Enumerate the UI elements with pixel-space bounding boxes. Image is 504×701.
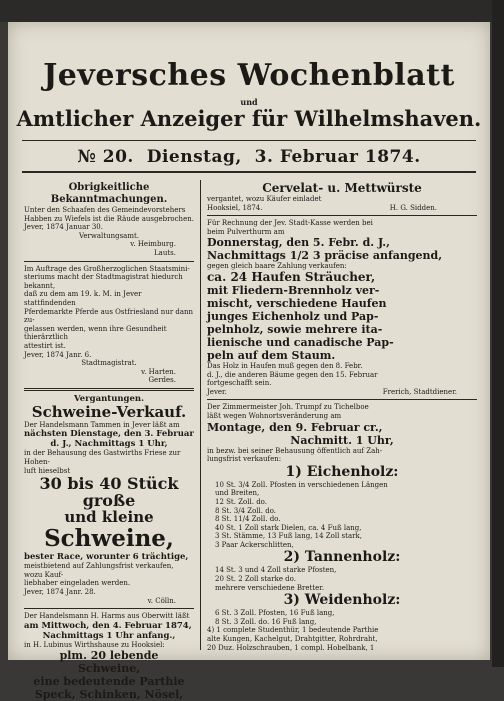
scan-border-top <box>0 0 504 22</box>
pig-sale-signature: v. Cölln. <box>147 596 176 605</box>
wood-sale-note: Das Holz in Haufen muß gegen den 8. Febr. <box>207 361 363 370</box>
issue-date: 3. Februar 1874. <box>254 147 421 167</box>
auctions-title: Vergantungen. <box>73 393 145 404</box>
notice-1-tag: Lauts. <box>154 248 176 257</box>
wood-sale-time: Nachmittags 1/2 3 präcise anfangend, <box>207 249 443 263</box>
pig-sale-text <box>24 421 194 475</box>
willow-item: 6 St. 3 Zoll. Pfosten, 16 Fuß lang, <box>215 609 335 618</box>
wood-sale-line: gegen gleich baare Zahlung verkaufen: <box>207 262 347 271</box>
notice-2-line: Im Auftrage des Großherzoglichen Staatsmini- <box>24 264 190 273</box>
wood-sale-place <box>207 388 477 397</box>
wood-sale-item: mischt, verschiedene Haufen <box>207 296 387 310</box>
fir-wood-heading: 2) Tannenholz: <box>283 549 401 566</box>
pig-sale-line: Der Handelsmann Tammen in Jever läßt am <box>24 420 180 429</box>
pig-sale-line: luft hieselbst <box>24 466 71 475</box>
pig-sale-tail-line: bester Race, worunter 6 trächtige, <box>24 552 189 563</box>
pig-sale-2-big: Schweine, <box>77 662 141 676</box>
wood-sale-item: junges Eichenholz und Pap- <box>207 309 379 323</box>
separator <box>207 215 477 216</box>
misc-item: 20 Duz. Holzschrauben, 1 compl. Hobelbank, 1 <box>207 643 375 652</box>
column-divider <box>200 180 201 650</box>
right-column <box>207 182 477 652</box>
notice-2-office: Stadtmagistrat. <box>81 359 137 368</box>
fir-item: mehrere verschiedene Bretter. <box>215 583 325 592</box>
official-notices-title: Obrigkeitliche Bekanntmachungen. <box>50 182 168 205</box>
oak-wood-heading: 1) Eichenholz: <box>285 463 399 480</box>
separator <box>24 388 194 391</box>
issue-number: № 20. <box>77 147 134 167</box>
sausage-sub: vergantet, wozu Käufer einladet <box>207 195 322 203</box>
wood-sale-item: mit Fliedern-Brennholz ver- <box>207 283 380 297</box>
separator <box>24 261 194 262</box>
carpenter-line: lungsfrist verkaufen: <box>207 455 282 464</box>
notice-1-line: Habben zu Wiefels ist die Räude ausgebrochen. <box>24 214 194 223</box>
carpenter-time: Nachmitt. 1 Uhr, <box>290 433 394 447</box>
pig-sale-line: d. J., Nachmittags 1 Uhr, <box>50 439 168 450</box>
notice-2 <box>24 265 194 385</box>
pig-sale-2-line: in H. Lubinus Wirthshause zu Hooksiel: <box>24 640 165 649</box>
wood-sale-item: pelnholz, sowie mehrere ita- <box>207 322 383 336</box>
misc-item: alte Kungen, Kachelgut, Drahtgitter, Rohrdraht, <box>207 635 378 644</box>
pig-sale-2-big: plm. 20 lebende <box>59 649 159 663</box>
notice-2-signature: v. Harten. <box>141 367 176 376</box>
carpenter-line: in bezw. bei seiner Behausung öffentlich auf Zah- <box>207 446 383 455</box>
pig-sale-2 <box>24 612 194 701</box>
newspaper-page <box>8 22 490 701</box>
masthead-und: und <box>240 97 258 107</box>
header-rule-bottom <box>22 171 476 173</box>
notice-2-line: Jever, 1874 Janr. 6. <box>24 350 92 359</box>
notice-2-tag: Gerdes. <box>148 376 176 385</box>
masthead-title: Jeversches Wochenblatt <box>43 58 455 93</box>
notice-1-signature: v. Heimburg. <box>130 240 176 249</box>
oak-item: 10 St. 3/4 Zoll. Pfosten in verschiedenen Längen <box>215 480 388 489</box>
notice-1-office: Verwaltungsamt. <box>78 231 140 240</box>
notice-2-line: attestirt ist. <box>24 341 66 350</box>
pig-sale-line: nächsten Dienstage, den 3. Februar <box>24 429 194 440</box>
oak-item: 8 St. 3/4 Zoll. do. <box>215 506 277 515</box>
book-spine <box>492 0 504 667</box>
notice-2-line: daß zu dem am 19. k. M. in Jever stattfindenden <box>24 290 142 307</box>
pig-sale-2-big: eine bedeutende Parthie <box>33 675 185 689</box>
pig-sale-heading: Schweine-Verkauf. <box>31 402 187 421</box>
dateline <box>8 147 490 167</box>
left-column <box>24 182 194 701</box>
separator <box>207 399 477 400</box>
willow-wood-heading: 3) Weidenholz: <box>283 592 401 609</box>
notice-2-line: steriums macht der Stadtmagistrat hiedurch bekannt, <box>24 273 183 290</box>
pig-sale-2-line: am Mittwoch, den 4. Februar 1874, <box>24 620 192 631</box>
carpenter-line: läßt wegen Wohnortsveränderung am <box>207 411 342 420</box>
pig-sale-tail <box>24 552 194 605</box>
wood-sale-signature: Frerich, Stadtdiener. <box>382 387 457 396</box>
wood-sale-note: fortgeschafft sein. <box>207 379 272 388</box>
pig-sale-big: 30 bis 40 Stück große <box>39 474 179 511</box>
pig-sale-line: in der Behausung des Gastwirths Friese zur Hohen- <box>24 449 181 467</box>
wood-sale-note: d. J., die anderen Bäume gegen den 15. Februar <box>207 370 378 379</box>
oak-item: und Breiten, <box>215 489 260 498</box>
pig-sale-tail-line: meistbietend auf Zahlungsfrist verkaufen, wozu Kauf- <box>24 562 174 579</box>
oak-item: 40 St. 1 Zoll stark Dielen, ca. 4 Fuß lang, <box>215 523 362 532</box>
sausage-place-text: Hooksiel, 1874. <box>207 203 263 212</box>
carpenter-date: Montage, den 9. Februar cr., <box>207 420 383 434</box>
wood-sale-item: ca. 24 Haufen Sträucher, <box>207 269 376 284</box>
misc-item: 4) 1 complete Studenthür, 1 bedeutende Parthie <box>207 626 379 635</box>
fir-item: 14 St. 3 und 4 Zoll starke Pfosten, <box>215 566 337 575</box>
pig-sale-2-line: Der Handelsmann H. Harms aus Oberwitt läßt <box>24 612 190 621</box>
sausage-heading: Cervelat- u. Mettwürste <box>262 181 422 195</box>
oak-item: 3 St. Stämme, 13 Fuß lang, 14 Zoll stark, <box>215 532 362 541</box>
wood-sale-item: peln auf dem Staum. <box>207 348 336 362</box>
oak-item: 8 St. 11/4 Zoll. do. <box>215 515 281 524</box>
separator <box>24 608 194 609</box>
pig-sale-big: und kleine <box>64 508 154 527</box>
wood-sale-line: Für Rechnung der Jev. Stadt-Kasse werden bei <box>207 219 373 228</box>
pig-sale-tail-line: liebhaber eingeladen werden. <box>24 579 131 588</box>
oak-item: 12 St. Zoll. do. <box>215 497 267 506</box>
wood-sale-date: Donnerstag, den 5. Febr. d. J., <box>207 236 390 250</box>
pig-sale-big: Schweine, <box>44 525 174 553</box>
carpenter-line: Der Zimmermeister Joh. Trumpf zu Tichelboe <box>207 403 369 412</box>
pig-sale-2-big: Speck, Schinken, Nösel, <box>34 688 184 701</box>
wood-sale-item: lienische und canadische Pap- <box>207 335 394 349</box>
notice-1-line: Unter den Schaafen des Gemeindevorstehers <box>24 206 186 214</box>
header-rule-top <box>22 140 476 141</box>
notice-2-line: Pferdemarkte Pferde aus Ostfriesland nur dann zu- <box>24 307 194 325</box>
fir-item: 20 St. 2 Zoll starke do. <box>215 575 296 584</box>
wood-sale-line: beim Pulverthurm am <box>207 227 285 236</box>
sausage-place <box>207 204 477 213</box>
pig-sale-2-line: Nachmittags 1 Uhr anfang., <box>42 630 176 641</box>
masthead-subtitle: Amtlicher Anzeiger für Wilhelmshaven. <box>16 106 482 131</box>
notice-2-line: gelassen werden, wenn ihre Gesundheit thierärztlich <box>24 324 167 342</box>
wood-sale-place-text: Jever. <box>207 387 227 396</box>
notice-1 <box>24 206 194 258</box>
pig-sale-tail-line: Jever, 1874 Janr. 28. <box>24 588 96 597</box>
notice-1-line: Jever, 1874 Januar 30. <box>24 223 103 232</box>
sausage-signature: H. G. Sidden. <box>389 203 437 212</box>
issue-day: Dienstag, <box>146 147 242 167</box>
oak-item: 3 Paar Ackerschlitten, <box>215 540 294 549</box>
willow-item: 8 St. 3 Zoll. do. 16 Fuß lang, <box>215 617 317 626</box>
